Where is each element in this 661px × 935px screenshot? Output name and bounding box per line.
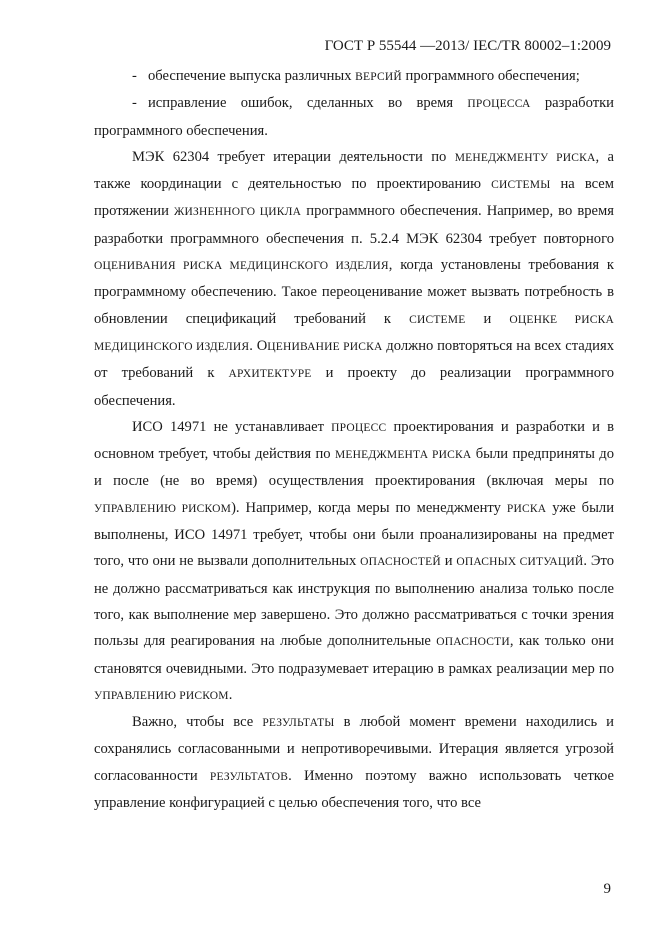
text-run: ). Например, когда меры по менеджменту — [231, 499, 507, 516]
defined-term: МЕНЕДЖМЕНТУ РИСКА — [454, 151, 596, 164]
text-run: и проекту до реализации программного обеспечения. — [94, 365, 614, 409]
text-run: ИСО 14971 не устанавливает — [132, 418, 332, 435]
text-run: обеспечение выпуска различных — [148, 68, 356, 84]
defined-term: ОПАСНОСТИ — [436, 636, 510, 649]
defined-term: ОЦЕНКЕ РИСКА МЕДИЦИНСКОГО ИЗДЕЛИЯ — [94, 313, 614, 353]
defined-term: ЖИЗНЕННОГО ЦИКЛА — [174, 206, 302, 219]
list-item — [94, 63, 614, 90]
text-run: на всем протяжении — [94, 176, 614, 220]
text-run: , когда установлены требования к программному обеспечению. Такое переоценивание может вызвать потребность в обновлении спецификаций требований к — [94, 257, 614, 327]
dash-bullet: - — [132, 68, 137, 84]
text-run: проектирования и разработки и в основном требует, чтобы действия по — [94, 418, 614, 463]
text-run: . — [228, 686, 233, 703]
text-run: исправление ошибок, сделанных во время — [148, 95, 468, 112]
defined-term: СИСТЕМЫ — [491, 179, 551, 192]
defined-term: УПРАВЛЕНИЮ РИСКОМ — [94, 502, 232, 515]
text-run: . Это не должно рассматриваться как инструкция по выполнению анализа только после того, как выполнение мер завершено. Это должно рассматриваться с точки зрения пользы для реагирования на любые дополнительные — [94, 553, 614, 650]
text-run: Важно, чтобы все — [132, 714, 263, 731]
defined-term: ОПАСНЫХ СИТУАЦИЙ — [456, 556, 584, 569]
defined-term: ОПАСНОСТЕЙ — [360, 556, 441, 569]
document-body — [94, 63, 614, 816]
text-run: , как только они становятся очевидными. Это подразумевает итерацию в рамках реализации мер по — [94, 633, 614, 677]
defined-term: ВЕРСИЙ — [355, 71, 402, 83]
dash-bullet: - — [132, 95, 137, 112]
defined-term: УПРАВЛЕНИЮ РИСКОМ — [94, 689, 229, 702]
text-run: МЭК 62304 требует итерации деятельности по — [132, 148, 455, 165]
text-run: . О — [249, 337, 268, 354]
defined-term: РЕЗУЛЬТАТЫ — [262, 717, 335, 730]
text-run: и — [440, 553, 457, 570]
text-run: программного обеспечения. Например, во время разработки программного обеспечения п. 5.2.4 МЭК 62304 требует повторного — [94, 203, 614, 247]
defined-term: МЕНЕДЖМЕНТА РИСКА — [334, 449, 472, 462]
text-run: должно повторяться на всех стадиях от требований к — [94, 337, 615, 382]
defined-term: РИСКА — [506, 502, 547, 515]
text-run: программного обеспечения; — [401, 68, 580, 84]
defined-term: ОЦЕНИВАНИЯ РИСКА МЕДИЦИНСКОГО ИЗДЕЛИЯ — [94, 260, 389, 273]
text-run: разработки программного обеспечения. — [94, 95, 614, 139]
defined-term: АРХИТЕКТУРЕ — [228, 368, 312, 381]
paragraph — [94, 709, 614, 816]
text-run: уже были выполнены, ИСО 14971 требует, чтобы они были проанализированы на предмет того, что они не вызвали дополнительных — [94, 499, 614, 570]
paragraph — [94, 414, 614, 709]
document-header: ГОСТ Р 55544 —2013/ IEC/TR 80002–1:2009 — [324, 38, 611, 54]
defined-term: ПРОЦЕСС — [331, 421, 387, 434]
text-run: и — [465, 310, 510, 327]
text-run: , а также координации с деятельностью по проектированию — [94, 148, 614, 193]
text-run: были предприняты до и после (не во время) осуществления проектирования (включая меры по — [94, 446, 615, 490]
defined-term: ЦЕНИВАНИЕ РИСКА — [267, 340, 383, 353]
page-number: 9 — [603, 881, 611, 897]
defined-term: ПРОЦЕССА — [467, 98, 531, 111]
defined-term: РЕЗУЛЬТАТОВ — [209, 770, 289, 783]
text-run: . Именно поэтому важно использовать четкое управление конфигурацией с целью обеспечения того, что все — [94, 767, 614, 812]
defined-term: СИСТЕМЕ — [409, 313, 466, 326]
paragraph — [94, 144, 614, 414]
list-item — [94, 90, 614, 144]
text-run: в любой момент времени находились и сохранялись согласованными и непротиворечивыми. Итерация является угрозой согласованности — [94, 714, 614, 784]
